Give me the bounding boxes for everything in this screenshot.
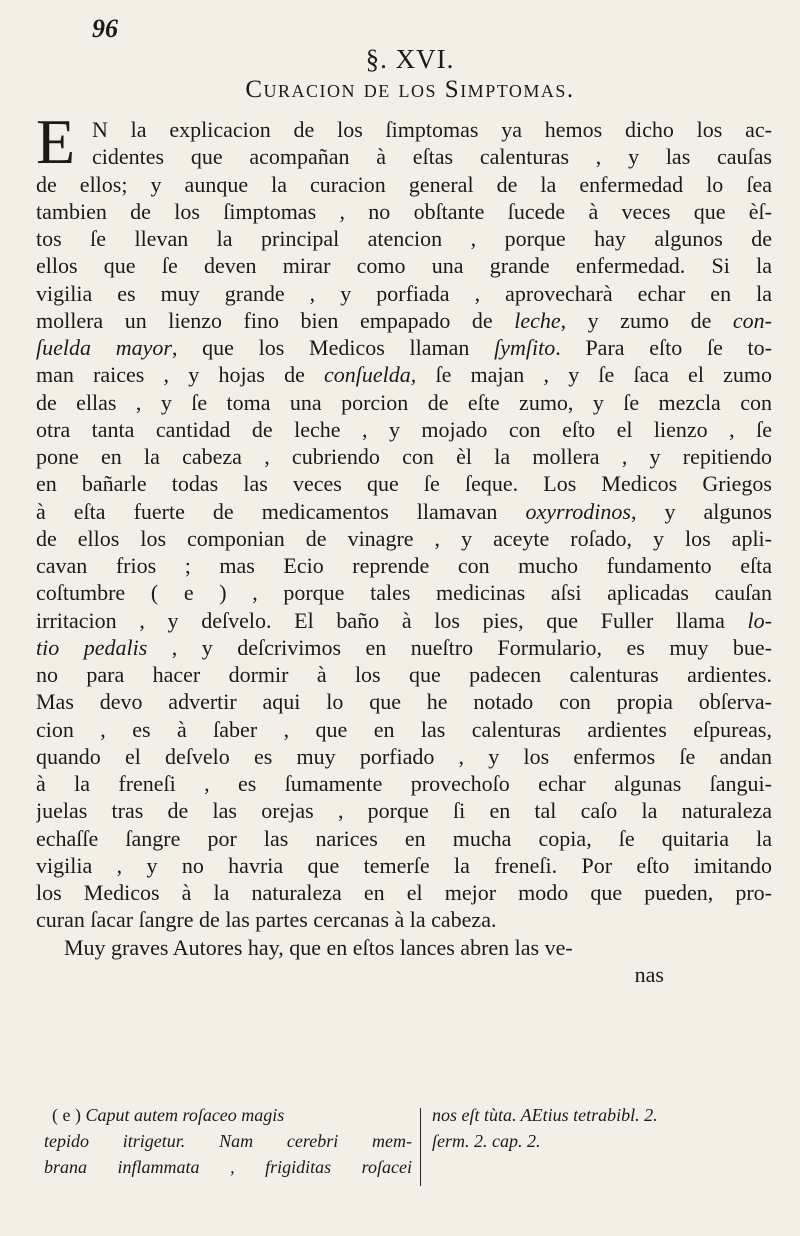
text-run: no para hacer dormir à los que padecen calenturas ardientes. — [36, 662, 772, 687]
text-run: , que los Medicos llaman — [171, 335, 495, 360]
text-line — [36, 961, 772, 988]
text-line — [36, 797, 772, 824]
text-line — [36, 525, 772, 552]
text-line — [36, 198, 772, 225]
text-line — [36, 361, 772, 388]
footnotes — [44, 1102, 760, 1192]
footnote-line: nos eſt tùta. AEtius tetrabibl. 2. — [432, 1105, 658, 1125]
text-run: vigilia , y no havria que temerſe la freneſi. Por eſto imitando — [36, 852, 772, 878]
text-run: echaſſe ſangre por las narices en mucha copia, ſe quitaria la — [36, 825, 772, 851]
italic-term: conſuelda — [324, 362, 411, 388]
text-run: vigilia es muy grande , y porfiada , aprovecharà echar en la — [36, 280, 772, 306]
text-run: à eſta fuerte de medicamentos llamavan — [36, 498, 526, 524]
text-run: , y deſcrivimos en nueſtro Formulario, es muy bue- — [147, 634, 772, 660]
text-line — [36, 634, 772, 661]
text-run: juelas tras de las orejas , porque ſi en tal caſo la naturaleza — [36, 798, 772, 824]
text-line — [36, 389, 772, 416]
italic-term: ſymſito — [494, 335, 556, 360]
text-line — [36, 143, 772, 170]
text-line — [36, 688, 772, 715]
text-run: curan ſacar ſangre de las partes cercanas à la cabeza. — [36, 907, 497, 933]
text-line — [36, 607, 772, 634]
text-line — [36, 743, 772, 770]
text-run: N la explicacion de los ſimptomas ya hemos dicho los ac- — [92, 117, 772, 142]
text-line — [36, 879, 772, 906]
text-run: mollera un lienzo fino bien empapado de — [36, 307, 515, 333]
text-line — [36, 661, 772, 688]
text-run: irritacion , y deſvelo. El baño à los pies, que Fuller llama — [36, 607, 748, 633]
text-run: man raices , y hojas de — [36, 362, 325, 388]
text-run: ellos que ſe deven mirar como una grande enfermedad. Si la — [36, 253, 772, 279]
section-number: §. XVI. — [365, 44, 455, 74]
footnote-line: ſerm. 2. cap. 2. — [432, 1131, 541, 1151]
italic-term: leche — [514, 307, 561, 333]
footnote-line — [44, 1154, 412, 1180]
text-line — [36, 498, 772, 525]
text-line — [36, 852, 772, 879]
text-run: cavan frios ; mas Ecio reprende con mucho fundamento eſta — [36, 553, 772, 578]
italic-term: ſuelda mayor — [36, 335, 172, 360]
text-line — [36, 252, 772, 279]
text-run: nas — [634, 961, 664, 987]
text-line — [36, 225, 772, 252]
text-run: , y algunos — [630, 498, 772, 524]
text-run: tos ſe llevan la principal atencion , porque hay algunos de — [36, 226, 772, 251]
footnote-text: tepido itrigetur. Nam cerebri mem- — [44, 1131, 412, 1151]
text-line — [36, 825, 772, 852]
text-run: tambien de los ſimptomas , no obſtante ſucede à veces que èſ- — [36, 198, 772, 224]
text-run: otra tanta cantidad de leche , y mojado con eſto el lienzo , ſe — [36, 416, 772, 442]
footnote-text: brana inflammata , frigiditas roſacei — [44, 1157, 412, 1177]
text-line — [36, 416, 772, 443]
text-line — [36, 334, 772, 361]
text-line — [36, 116, 772, 143]
text-line — [36, 716, 772, 743]
italic-term: lo- — [747, 607, 772, 633]
text-run: cidentes que acompañan à eſtas calenturas , y las cauſas — [92, 144, 772, 170]
text-run: quando el deſvelo es muy porfiado , y los enfermos ſe andan — [36, 743, 772, 769]
text-run: cion , es à ſaber , que en las calenturas ardientes eſpureas, — [36, 716, 772, 742]
text-run: pone en la cabeza , cubriendo con èl la mollera , y repitiendo — [36, 444, 772, 469]
text-line — [36, 770, 772, 797]
text-line — [36, 552, 772, 579]
body-text — [36, 106, 772, 988]
text-run: Mas devo advertir aqui lo que he notado con propia obſerva- — [36, 689, 772, 715]
text-line — [36, 579, 772, 606]
footnote-column-right — [432, 1102, 762, 1154]
footnote-divider — [420, 1108, 421, 1186]
text-run: en bañarle todas las veces que ſe ſeque. Los Medicos Griegos — [36, 471, 772, 497]
text-run: . Para eſto ſe to- — [555, 335, 772, 360]
text-run: de ellas , y ſe toma una porcion de eſte zumo, y ſe mezcla con — [36, 389, 772, 415]
text-line — [36, 443, 772, 470]
footnote-line — [44, 1102, 412, 1128]
drop-cap: E — [36, 106, 76, 177]
text-run: coſtumbre ( e ) , porque tales medicinas aſsi aplicadas cauſan — [36, 580, 772, 606]
footnote-marker: ( e ) — [52, 1105, 81, 1125]
italic-term: con- — [732, 307, 772, 333]
text-line — [36, 934, 772, 961]
text-run: de ellos los componian de vinagre , y aceyte roſado, y los apli- — [36, 525, 772, 551]
text-line — [36, 470, 772, 497]
text-run: de ellos; y aunque la curacion general de la enfermedad lo ſea — [36, 171, 772, 197]
text-run: los Medicos à la naturaleza en el mejor modo que pueden, pro- — [36, 880, 772, 905]
text-line — [36, 280, 772, 307]
text-run: , ſe majan , y ſe ſaca el zumo — [410, 362, 772, 388]
text-run: à la freneſi , es ſumamente provechoſo echar algunas ſangui- — [36, 771, 772, 796]
footnote-text: Caput autem roſaceo magis — [80, 1105, 285, 1125]
footnote-column-left — [44, 1102, 412, 1180]
footnote-line — [44, 1128, 412, 1154]
page-number: 96 — [92, 14, 118, 43]
text-line — [36, 906, 772, 933]
text-run: Muy graves Autores hay, que en eſtos lances abren las ve- — [64, 934, 573, 960]
section-title: Curacion de los Simptomas. — [245, 76, 575, 103]
italic-term: tio pedalis — [36, 634, 148, 660]
italic-term: oxyrrodinos — [525, 498, 631, 524]
text-line — [36, 307, 772, 334]
text-run: , y zumo de — [560, 307, 733, 333]
text-line — [36, 171, 772, 198]
